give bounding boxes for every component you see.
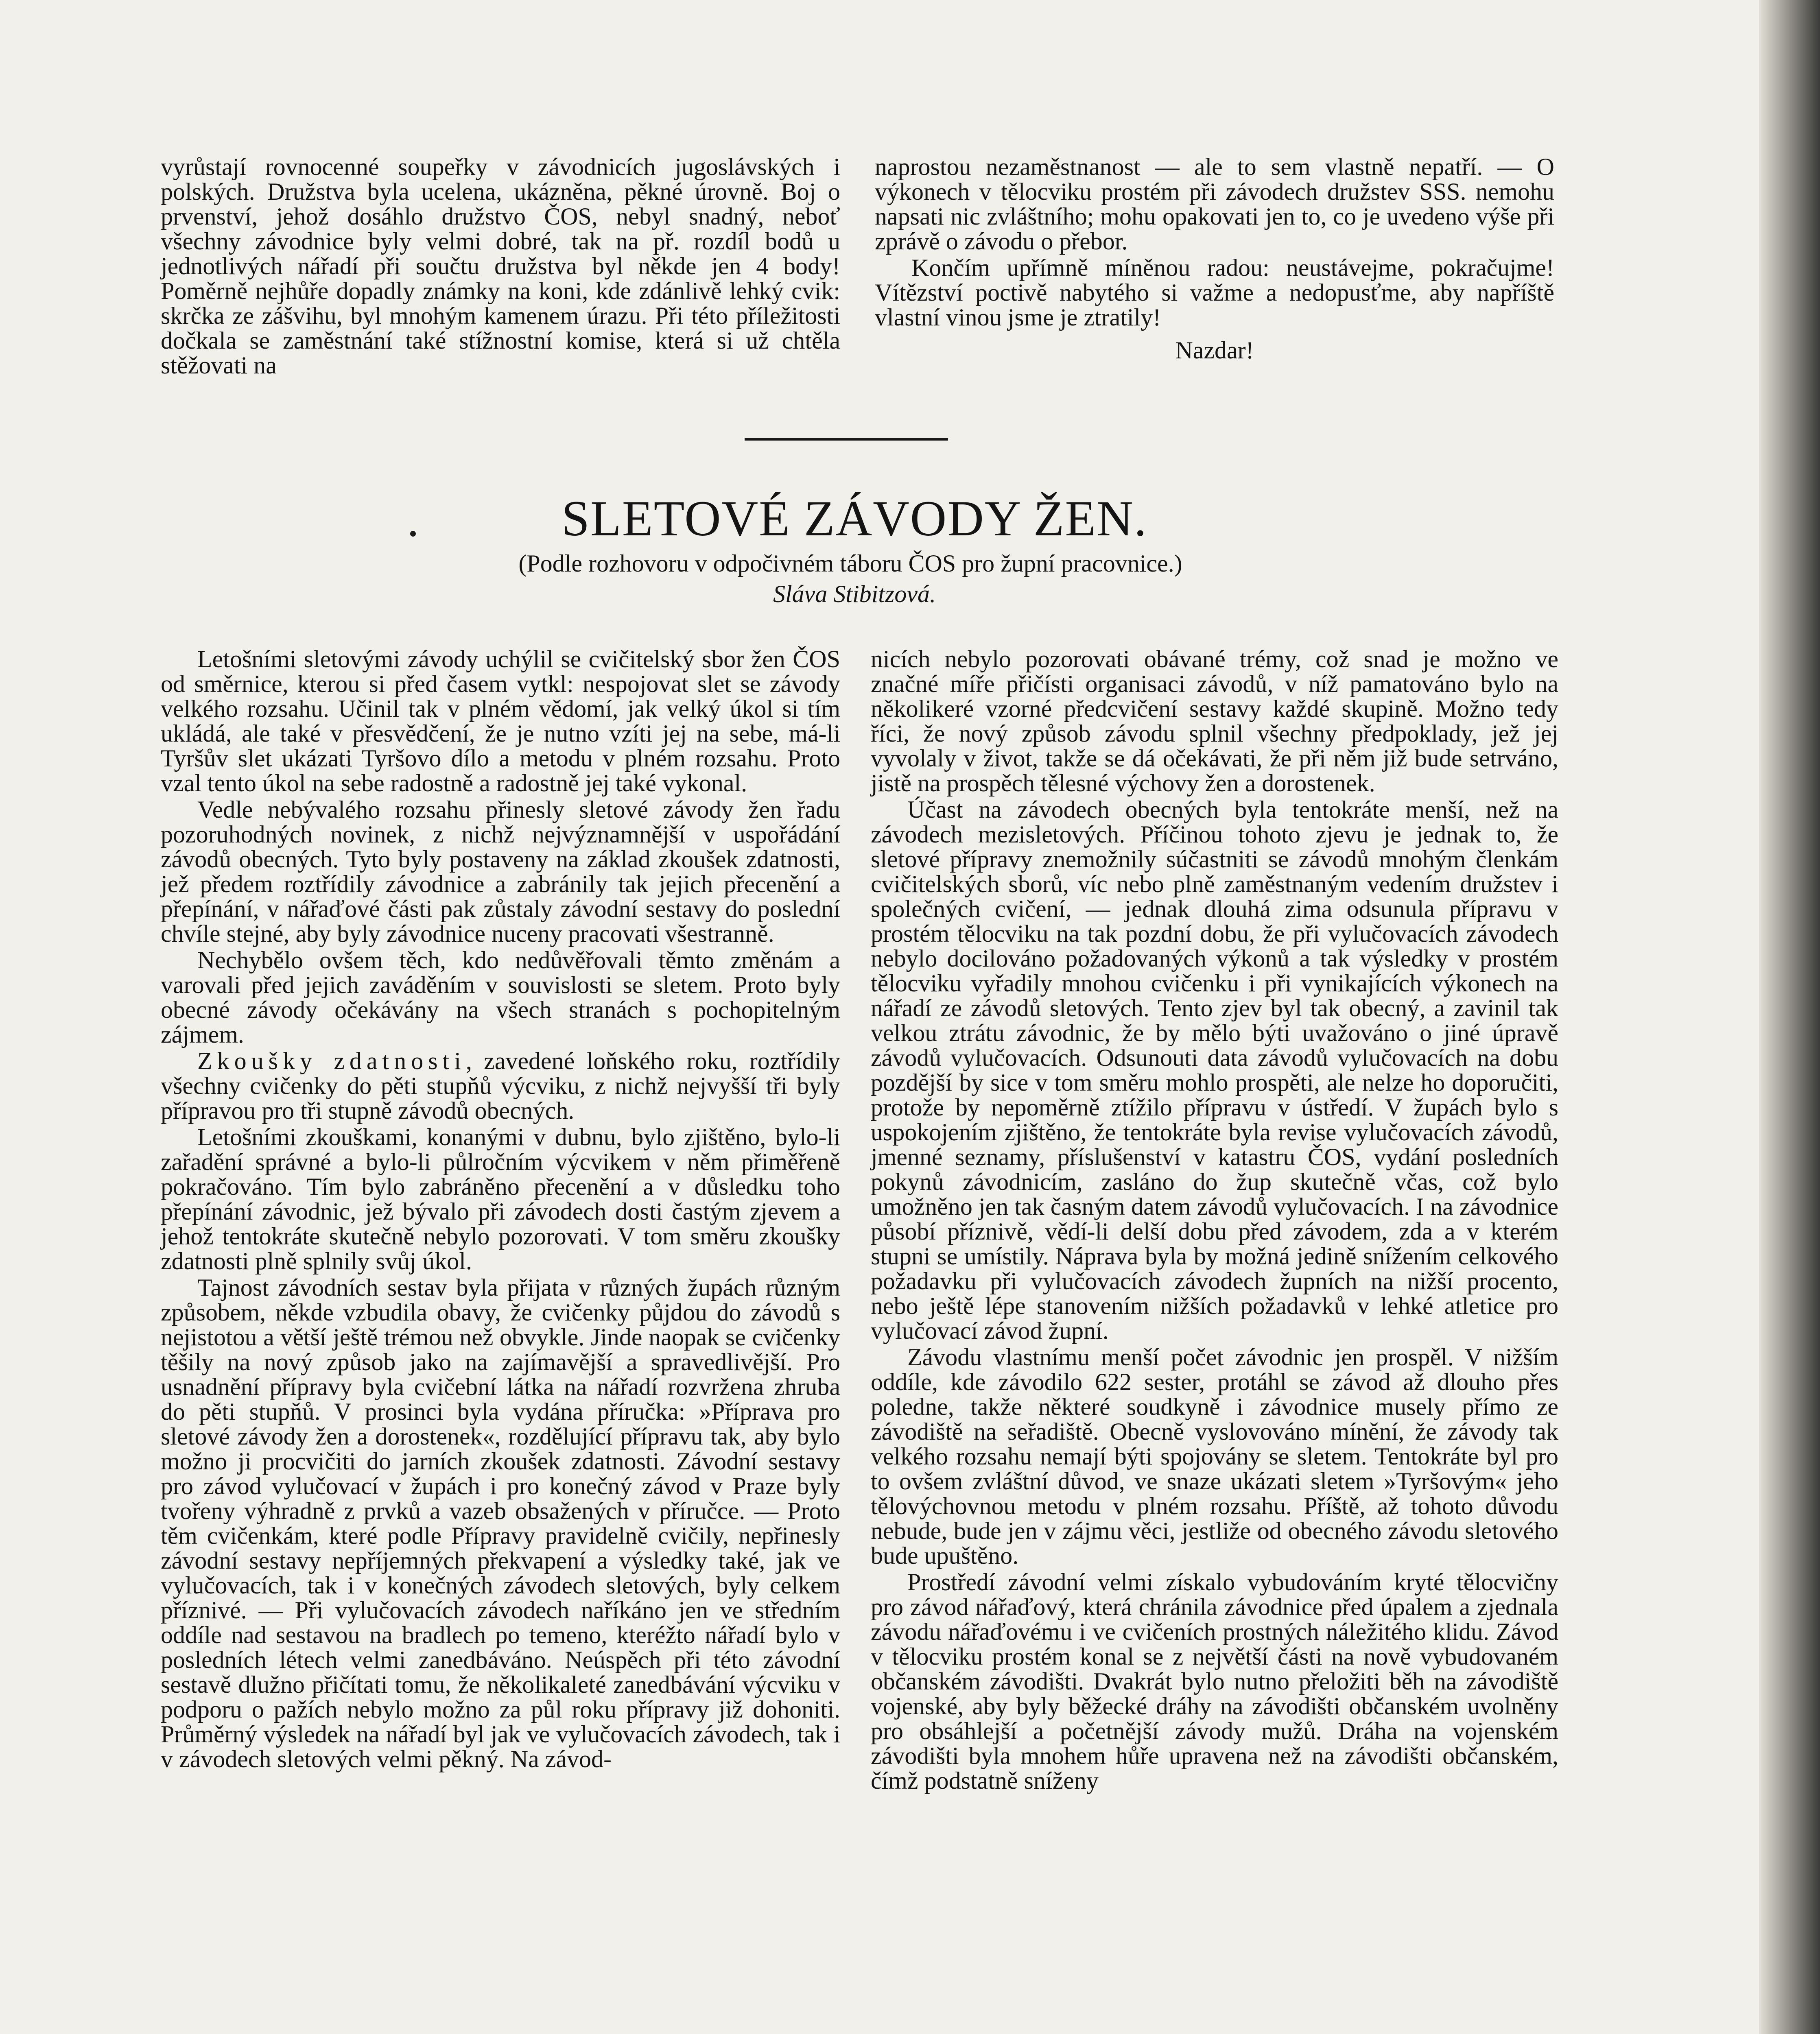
paragraph: nicích nebylo pozorovati obávané trémy, což snad je možno ve značné míře přičísti organisaci závodů, v níž pamatováno bylo na několikeré vzorné předcvičení sestavy každé skupině. Možno tedy říci, že nový způsob závodu splnil všechny předpoklady, jež jej vyvolaly v život, takže se dá očekávati, že při něm již bude setrváno, jistě na prospěch tělesné výchovy žen a dorostenek. xyxy=(871,646,1558,797)
paragraph: Nechybělo ovšem těch, kdo nedůvěřovali těmto změnám a varovali před jejich zaváděním v souvislosti se sletem. Proto byly obecné závody očekávány na všech stranách s pochopitelným zájmem. xyxy=(161,947,840,1048)
top-left-column xyxy=(161,155,840,378)
paragraph xyxy=(161,1049,840,1123)
paragraph: naprostou nezaměstnanost — ale to sem vlastně nepatří. — O výkonech v tělocviku prostém při závodech družstev SSS. nemohu napsati nic zvláštního; mohu opakovati jen to, co je uvedeno výše při zprávě o závodu o přebor. xyxy=(875,153,1554,255)
paragraph: Závodu vlastnímu menší počet závodnic jen prospěl. V nižším oddíle, kde závodilo 622 sester, protáhl se závod až dlouho přes poledne, takže některé soudkyně i závodnice musely přímo ze závodiště na seřadiště. Obecně vyslovováno mínění, že závody tak velkého rozsahu nemají býti spojovány se sletem. Tentokráte byl pro to ovšem zvláštní důvod, ve snaze ukázati sletem »Tyršovým« jeho tělovýchovnou metodu v plném rozsahu. Příště, až tohoto důvodu nebude, bude jen v zájmu věci, jestliže od obecného závodu sletového bude upuštěno. xyxy=(871,1344,1558,1569)
paragraph: Vedle nebývalého rozsahu přinesly sletové závody žen řadu pozoruhodných novinek, z nichž nejvýznamnější v uspořádání závodů obecných. Tyto byly postaveny na základ zkoušek zdatnosti, jež předem roztřídily závodnice a zabránily tak jejich přecenění a přepínání, v nářaďové části pak zůstaly závodní sestavy do poslední chvíle stejné, aby byly závodnice nuceny pracovati všestranně. xyxy=(161,796,840,947)
spaced-heading: Zkoušky zdatnosti xyxy=(197,1048,466,1074)
body-left-column xyxy=(161,647,840,1772)
top-right-column xyxy=(875,155,1554,363)
article-author: Sláva Stibitzová. xyxy=(773,581,936,607)
section-divider xyxy=(745,438,948,441)
article-subtitle: (Podle rozhovoru v odpočivném táboru ČOS pro župní pracovnice.) xyxy=(518,550,1182,577)
paragraph: Účast na závodech obecných byla tentokráte menší, než na závodech mezisletových. Příčinou tohoto zjevu je jednak to, že sletové přípravy znemožnily súčastniti se závodů mnohým členkám cvičitelských sborů, víc nebo plně zaměstnaným vedením družstev i společných cvičení, — jednak dlouhá zima odsunula přípravu v prostém tělocviku na tak pozdní dobu, že při vylučovacích závodech nebylo docilováno požadovaných výkonů a tak výsledky v prostém tělocviku vyřadily mnohou cvičenku i při vynikajících výkonech na nářadí ze závodů sletových. Tento zjev byl tak obecný, a zavinil tak velkou ztrátu závodnic, že by mělo býti uvažováno o jiné úpravě závodů vylučovacích. Odsunouti data závodů vylučovacích na dobu pozdější by sice v tom směru mohlo prospěti, ale nelze ho doporučiti, protože by nepoměrně ztížilo přípravu v ústředí. V župách bylo s uspokojením zjištěno, že tentokráte byla revise vylučovacích závodů, jmenné seznamy, příslušenství v katastru ČOS, vydání posledních pokynů závodnicím, zasláno do žup skutečně včas, což bylo umožněno jen tak časným datem závodů vylučovacích. I na závodnice působí příznivě, vědí-li delší dobu před závodem, zda a v kterém stupni se umístily. Náprava byla by možná jedině snížením celkového požadavku při vylučovacích závodech župních na nižší procento, nebo ještě lépe stanovením nižších požadavků v lehké atletice pro vylučovací závod župní. xyxy=(871,796,1558,1344)
paragraph: Prostředí závodní velmi získalo vybudováním kryté tělocvičny pro závod nářaďový, která chránila závodnice před úpalem a zjednala závodu nářaďovému i ve cvičeních prostných náležitého klidu. Závod v tělocviku prostém konal se z největší části na nově vybudovaném občanském závodišti. Dvakrát bylo nutno přeložiti běh na závodiště vojenské, aby byly běžecké dráhy na závodišti občanském uvolněny pro obsáhlejší a početnější závody mužů. Dráha na vojenském závodišti byla mnohem hůře upravena než na závodišti občanském, čímž podstatně sníženy xyxy=(871,1569,1558,1794)
closing-salutation: Nazdar! xyxy=(1175,337,1254,364)
paragraph: Tajnost závodních sestav byla přijata v různých župách různým způsobem, někde vzbudila obavy, že cvičenky půjdou do závodů s nejistotou a větší ještě trémou než obvykle. Jinde naopak se cvičenky těšily na nový způsob jako na zajímavější a spravedlivější. Pro usnadnění přípravy byla cvičební látka na nářadí rozvržena zhruba do pěti stupňů. V prosinci byla vydána příručka: »Příprava pro sletové závody žen a dorostenek«, rozdělující přípravu tak, aby bylo možno ji procvičiti do jarních zkoušek zdatnosti. Závodní sestavy pro závod vylučovací v župách i pro konečný závod v Praze byly tvořeny výhradně z prvků a vazeb obsažených v příručce. — Proto těm cvičenkám, které podle Přípravy pravidelně cvičily, nepřinesly závodní sestavy nepříjemných překvapení a výsledky také, jak ve vylučovacích, tak i v konečných závodech sletových, byly celkem příznivé. — Při vylučovacích závodech naříkáno jen ve středním oddíle nad sestavou na bradlech po temeno, kteréžto nářadí bylo v posledních létech velmi zanedbáváno. Neúspěch při této závodní sestavě dlužno přičítati tomu, že několikaleté zanedbávání výcviku v podporu o pažích nebylo možno za půl roku přípravy již dohoniti. Průměrný výsledek na nářadí byl jak ve vylučovacích závodech, tak i v závodech sletových velmi pěkný. Na závod- xyxy=(161,1274,840,1772)
paragraph: Končím upřímně míněnou radou: neustávejme, pokračujme! Vítězství poctivě nabytého si važme a nedopusťme, aby napříště vlastní vinou jsme je ztratily! xyxy=(875,254,1554,331)
scan-page-edge xyxy=(1759,0,1820,2034)
body-right-column xyxy=(871,647,1558,1793)
paragraph: vyrůstají rovnocenné soupeřky v závodnicích jugoslávských i polských. Družstva byla ucelena, ukázněna, pěkné úrovně. Boj o prvenství, jehož dosáhlo družstvo ČOS, nebyl snadný, neboť všechny závodnice byly velmi dobré, tak na př. rozdíl bodů u jednotlivých nářadí při součtu družstva byl někde jen 4 body! Poměrně nejhůře dopadly známky na koni, kde zdánlivě lehký cvik: skrčka ze zášvihu, byl mnohým kamenem úrazu. Při této příležitosti dočkala se zaměstnání také stížnostní komise, která si už chtěla stěžovati na xyxy=(161,153,840,379)
paragraph: Letošními zkouškami, konanými v dubnu, bylo zjištěno, bylo-li zařadění správné a bylo-li půlročním výcvikem v něm přiměřeně pokračováno. Tím bylo zabráněno přecenění a v důsledku toho přepínání závodnic, jež bývalo při závodech dosti častým zjevem a jehož tentokráte skutečně nebylo pozorovati. V tom směru zkoušky zdatnosti plně splnily svůj úkol. xyxy=(161,1124,840,1275)
paragraph: Letošními sletovými závody uchýlil se cvičitelský sbor žen ČOS od směrnice, kterou si před časem vytkl: nespojovat slet se závody velkého rozsahu. Učinil tak v plném vědomí, jak velký úkol si tím ukládá, ale také v přesvědčení, že je nutno vzíti jej na sebe, má-li Tyršův slet ukázati Tyršovo dílo a metodu v plném rozsahu. Proto vzal tento úkol na sebe radostně a radostně jej také vykonal. xyxy=(161,646,840,797)
paragraph-text: , zavedené loňského roku, roztřídily všechny cvičenky do pěti stupňů výcviku, z nichž nejvyšší tři byly přípravou pro tři stupně závodů obecných. xyxy=(161,1048,840,1124)
article-title: SLETOVÉ ZÁVODY ŽEN. xyxy=(562,491,1147,546)
